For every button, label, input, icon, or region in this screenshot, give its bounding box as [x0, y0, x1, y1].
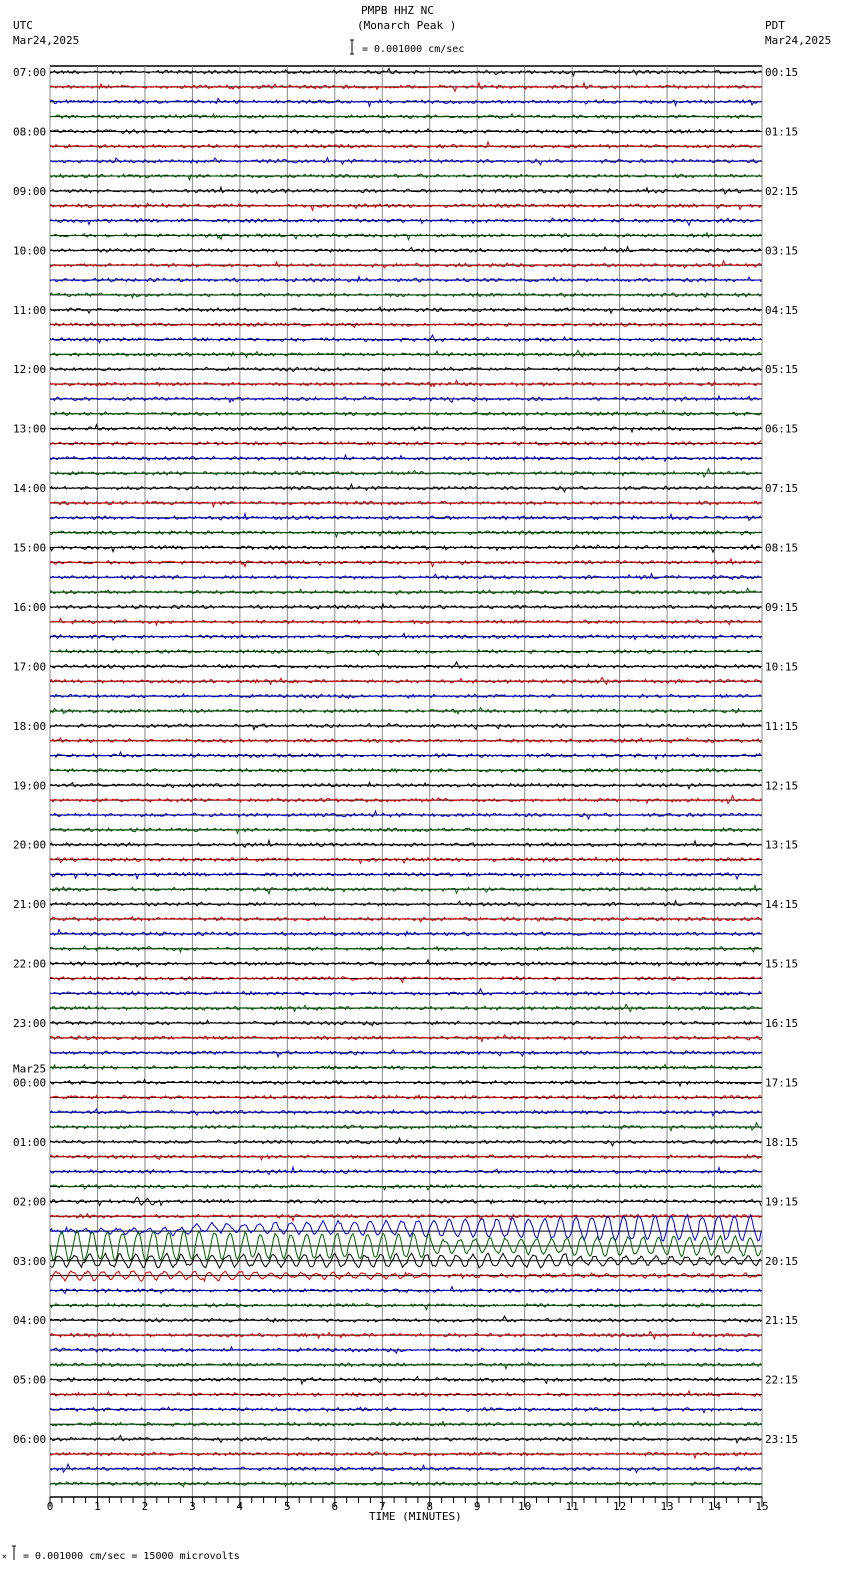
seismic-trace	[50, 1004, 761, 1011]
seismic-trace	[50, 1065, 761, 1070]
site-name: (Monarch Peak )	[357, 19, 457, 32]
utc-hour-label: 11:00	[13, 303, 47, 317]
pdt-hour-label: 00:15	[765, 66, 799, 79]
seismic-trace	[50, 604, 761, 609]
seismic-trace	[50, 323, 761, 328]
pdt-hour-label: 17:15	[765, 1076, 799, 1090]
utc-hour-label: 20:00	[13, 838, 47, 852]
pdt-hour-label: 06:15	[765, 422, 799, 436]
seismic-trace	[50, 977, 761, 983]
seismic-trace	[50, 1421, 761, 1426]
seismic-trace	[50, 531, 761, 537]
pdt-hour-label: 13:15	[765, 838, 799, 852]
pdt-hour-label: 08:15	[765, 541, 799, 555]
pdt-hour-label: 21:15	[765, 1314, 799, 1328]
seismic-trace	[50, 381, 761, 387]
utc-hour-label: 00:00	[13, 1076, 47, 1090]
left-timezone: UTC	[13, 19, 33, 32]
pdt-hour-label: 10:15	[765, 660, 799, 674]
seismic-trace	[50, 1316, 761, 1322]
utc-hour-label: 04:00	[13, 1314, 47, 1328]
x-tick-label: 3	[189, 1500, 196, 1513]
footer-scale-text: = 0.001000 cm/sec = 15000 microvolts	[23, 1551, 240, 1562]
pdt-hour-label: 03:15	[765, 244, 799, 258]
seismic-trace	[50, 277, 761, 282]
scale-label: = 0.001000 cm/sec	[362, 44, 465, 55]
seismic-trace	[50, 98, 761, 106]
seismic-trace	[50, 174, 761, 180]
seismic-trace	[50, 796, 761, 804]
x-axis-label: TIME (MINUTES)	[369, 1510, 462, 1523]
x-tick-label: 1	[94, 1500, 101, 1513]
seismic-trace	[50, 989, 761, 996]
seismic-trace	[50, 901, 761, 907]
seismic-trace	[50, 662, 761, 669]
pdt-hour-label: 12:15	[765, 779, 799, 793]
seismic-trace	[50, 1050, 761, 1057]
utc-hour-label: 18:00	[13, 719, 47, 733]
utc-hour-label: 05:00	[13, 1373, 47, 1387]
x-tick-label: 14	[707, 1500, 722, 1513]
x-tick-label: 4	[236, 1500, 244, 1513]
x-tick-label: 2	[141, 1500, 149, 1513]
x-tick-label: 5	[284, 1500, 291, 1513]
pdt-hour-label: 07:15	[765, 482, 799, 496]
seismic-trace	[50, 203, 761, 210]
pdt-hour-label: 05:15	[765, 363, 799, 377]
seismic-trace	[50, 828, 761, 833]
x-tick-label: 0	[46, 1500, 54, 1513]
utc-hour-label: 07:00	[13, 66, 47, 79]
traces	[50, 68, 762, 1486]
x-tick-label: 13	[660, 1500, 674, 1513]
seismic-trace	[50, 650, 761, 655]
seismic-trace	[50, 469, 761, 478]
seismic-trace	[50, 857, 761, 863]
utc-hour-label: 14:00	[13, 482, 47, 496]
pdt-hour-label: 01:15	[765, 125, 799, 139]
utc-hour-label: 22:00	[13, 957, 47, 971]
utc-hour-label: 09:00	[13, 184, 47, 198]
pdt-hour-label: 15:15	[765, 957, 799, 971]
footer-scale-bar-icon	[12, 1546, 16, 1560]
x-tick-label: 8	[426, 1500, 434, 1513]
pdt-hour-label: 09:15	[765, 600, 799, 614]
x-tick-label: 9	[473, 1500, 481, 1513]
right-timezone: PDT	[765, 19, 785, 32]
utc-hour-label: 06:00	[13, 1433, 47, 1447]
seismic-trace	[50, 233, 761, 240]
seismic-trace	[50, 335, 761, 343]
utc-hour-label: 12:00	[13, 363, 47, 377]
seismic-trace	[50, 114, 761, 119]
footer-prefix: ×	[2, 1552, 7, 1561]
seismic-trace	[50, 158, 761, 165]
seismic-trace	[50, 1155, 761, 1160]
pdt-hour-label: 19:15	[765, 1195, 799, 1209]
date-change-label: Mar25	[13, 1062, 47, 1076]
x-tick-label: 10	[518, 1500, 532, 1513]
pdt-hour-label: 04:15	[765, 303, 799, 317]
seismic-trace	[50, 723, 761, 729]
seismic-trace	[50, 218, 761, 225]
seismic-trace	[50, 1362, 761, 1368]
seismic-trace	[50, 840, 761, 847]
seismic-trace	[50, 1377, 761, 1384]
seismic-trace	[50, 1138, 761, 1146]
utc-hour-label: 03:00	[13, 1254, 47, 1268]
utc-hour-label: 17:00	[13, 660, 47, 674]
seismic-trace	[50, 1215, 761, 1241]
x-tick-label: 7	[378, 1500, 386, 1513]
pdt-hour-label: 11:15	[765, 719, 799, 733]
seismic-trace	[50, 261, 761, 268]
utc-hour-label: 01:00	[13, 1135, 47, 1149]
seismic-trace	[50, 1167, 761, 1174]
seismic-trace	[50, 440, 761, 445]
seismic-trace	[50, 930, 761, 936]
x-tick-label: 11	[565, 1500, 579, 1513]
x-tick-label: 15	[755, 1500, 769, 1513]
pdt-hour-label: 22:15	[765, 1373, 799, 1387]
pdt-hour-label: 18:15	[765, 1135, 799, 1149]
seismic-trace	[50, 247, 761, 253]
seismic-trace	[50, 574, 761, 580]
utc-hour-label: 19:00	[13, 779, 47, 793]
utc-hour-label: 21:00	[13, 898, 47, 912]
seismic-trace	[50, 514, 761, 521]
utc-hour-label: 02:00	[13, 1195, 47, 1209]
seismic-trace	[50, 1391, 761, 1397]
utc-hour-label: 15:00	[13, 541, 47, 555]
pdt-hour-label: 23:15	[765, 1433, 799, 1447]
utc-hour-label: 23:00	[13, 1017, 47, 1031]
seismic-trace	[50, 1184, 761, 1190]
utc-hour-label: 13:00	[13, 422, 47, 436]
seismic-trace	[50, 411, 761, 416]
right-date: Mar24,2025	[765, 34, 832, 47]
seismic-trace	[50, 1452, 761, 1458]
pdt-hour-label: 02:15	[765, 184, 799, 198]
station-title: PMPB HHZ NC	[361, 4, 434, 17]
seismic-trace	[50, 142, 761, 148]
x-tick-label: 12	[612, 1500, 627, 1513]
pdt-hour-label: 20:15	[765, 1254, 799, 1268]
scale-bar-icon	[350, 40, 354, 54]
left-date: Mar24,2025	[13, 34, 80, 47]
x-tick-label: 6	[331, 1500, 339, 1513]
seismic-trace	[50, 1304, 761, 1310]
utc-hour-label: 08:00	[13, 125, 47, 139]
utc-hour-label: 16:00	[13, 600, 47, 614]
seismic-trace	[50, 501, 761, 507]
seismic-trace	[50, 872, 761, 879]
seismic-trace	[50, 545, 761, 552]
pdt-hour-label: 16:15	[765, 1017, 799, 1031]
seismic-trace	[50, 588, 761, 595]
utc-hour-label: 10:00	[13, 244, 47, 258]
pdt-hour-label: 14:15	[765, 898, 799, 912]
